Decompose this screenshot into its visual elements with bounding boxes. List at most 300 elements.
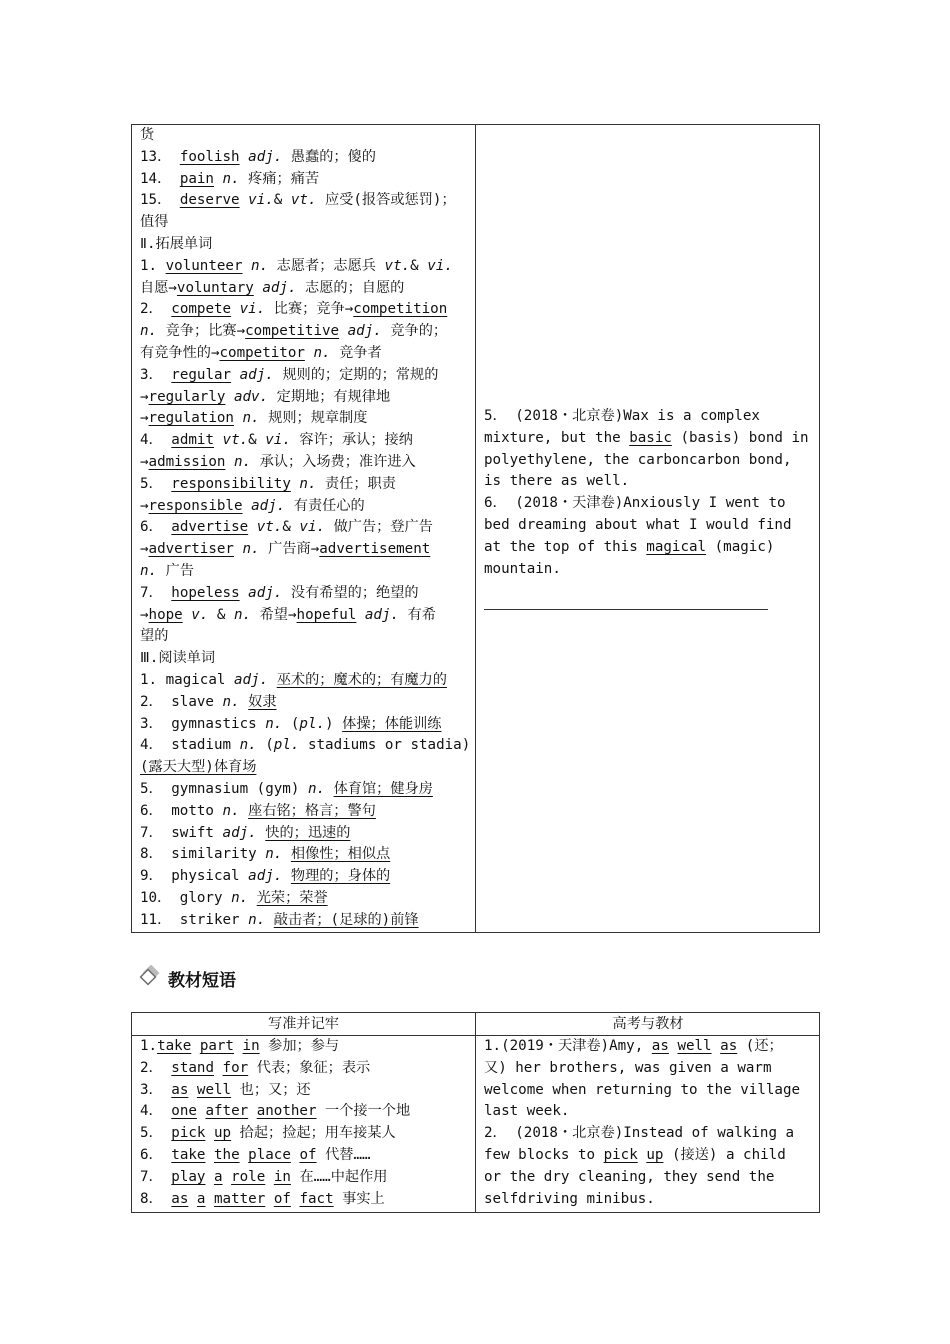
text-segment bbox=[240, 803, 249, 819]
text-segment: 7． bbox=[140, 584, 172, 601]
underlined-answer: as bbox=[171, 1190, 189, 1207]
text-line bbox=[140, 256, 470, 278]
part-of-speech: vt. bbox=[384, 257, 411, 274]
text-segment: → bbox=[140, 453, 149, 470]
text-segment: 规则的；定期的；常规的 bbox=[273, 366, 439, 383]
underlined-answer: competitive bbox=[245, 323, 340, 340]
underlined-answer: magical bbox=[646, 538, 707, 555]
text-segment: 又) her brothers, was given a warm bbox=[484, 1059, 772, 1076]
text-segment bbox=[265, 912, 274, 928]
text-segment bbox=[191, 1038, 200, 1054]
part-of-speech: n. bbox=[299, 475, 317, 492]
text-segment bbox=[282, 868, 291, 884]
text-segment bbox=[231, 367, 240, 383]
text-line bbox=[484, 1080, 800, 1102]
text-segment bbox=[214, 1060, 223, 1076]
vocabulary-right-column bbox=[484, 406, 809, 580]
text-segment bbox=[205, 1147, 214, 1163]
underlined-answer: role bbox=[231, 1168, 266, 1185]
text-segment: 1. bbox=[140, 257, 166, 274]
underlined-answer: for bbox=[222, 1059, 249, 1076]
section-title: 教材短语 bbox=[168, 970, 236, 991]
text-segment: polyethylene, the carboncarbon bond, bbox=[484, 451, 792, 468]
part-of-speech: n. bbox=[231, 889, 249, 906]
part-of-speech: n. bbox=[239, 737, 257, 754]
text-line bbox=[140, 299, 470, 321]
underlined-answer: play bbox=[171, 1168, 206, 1185]
text-line bbox=[140, 648, 470, 670]
underlined-answer: responsible bbox=[148, 497, 243, 514]
part-of-speech: vt. bbox=[290, 192, 317, 209]
text-segment: 6． bbox=[140, 1146, 172, 1163]
text-segment bbox=[243, 258, 252, 274]
text-segment: 4． bbox=[140, 432, 172, 449]
text-line bbox=[140, 1058, 410, 1080]
text-line bbox=[484, 1145, 800, 1167]
text-segment: stadiums or stadia) bbox=[299, 737, 471, 754]
part-of-speech: pl. bbox=[273, 737, 300, 754]
text-segment: 6． bbox=[140, 519, 172, 536]
text-line bbox=[140, 474, 470, 496]
text-segment: 7． bbox=[140, 1168, 172, 1185]
underlined-answer: hope bbox=[148, 606, 183, 623]
text-line bbox=[140, 278, 470, 300]
text-segment: few blocks to bbox=[484, 1146, 604, 1163]
text-segment: mixture, but the bbox=[484, 429, 630, 446]
text-segment: 愚蠢的；傻的 bbox=[282, 148, 376, 165]
text-segment: 5． (2018・北京卷)Wax is a complex bbox=[484, 408, 760, 424]
text-segment: (magic) bbox=[706, 538, 775, 555]
text-line bbox=[140, 561, 470, 583]
part-of-speech: n. bbox=[307, 780, 326, 797]
text-line bbox=[140, 757, 470, 779]
text-line bbox=[484, 493, 809, 515]
underlined-answer: after bbox=[205, 1103, 249, 1120]
text-line bbox=[140, 321, 470, 343]
underlined-answer: in bbox=[242, 1038, 260, 1054]
text-segment: 8． similarity bbox=[140, 846, 266, 863]
text-segment: (还； bbox=[737, 1038, 783, 1054]
part-of-speech: vt. bbox=[256, 519, 283, 536]
text-segment bbox=[243, 498, 252, 514]
text-line bbox=[140, 169, 470, 191]
header-write-remember: 写准并记牢 bbox=[268, 1016, 339, 1032]
text-line bbox=[140, 626, 470, 648]
text-line bbox=[140, 496, 470, 518]
text-segment: 有希 bbox=[399, 606, 436, 623]
text-segment: & bbox=[208, 606, 234, 623]
phrases-right-column bbox=[484, 1036, 800, 1210]
text-segment bbox=[248, 890, 257, 906]
text-line bbox=[140, 910, 470, 932]
text-segment: ) bbox=[325, 715, 343, 732]
text-segment: 事实上 bbox=[333, 1190, 385, 1207]
part-of-speech: n. bbox=[251, 257, 269, 274]
text-segment: 14． bbox=[140, 170, 180, 187]
underlined-answer: fact bbox=[299, 1190, 334, 1207]
part-of-speech: n. bbox=[233, 606, 252, 623]
text-segment: 5． gymnasium (gym) bbox=[140, 780, 308, 797]
underlined-answer: hopeless bbox=[171, 584, 240, 601]
text-segment: is there as well. bbox=[484, 473, 630, 490]
text-line bbox=[140, 125, 470, 147]
vocabulary-table bbox=[131, 124, 820, 933]
underlined-answer: hopeful bbox=[296, 606, 357, 623]
text-segment: 竞争的； bbox=[381, 323, 448, 340]
text-line bbox=[140, 692, 470, 714]
text-segment: → bbox=[140, 410, 149, 427]
text-segment: 8． bbox=[140, 1190, 172, 1207]
text-segment bbox=[188, 1191, 197, 1207]
underlined-answer: 相像性；相似点 bbox=[290, 846, 391, 863]
underlined-answer: another bbox=[256, 1103, 317, 1120]
part-of-speech: n. bbox=[265, 846, 283, 863]
text-line bbox=[140, 583, 470, 605]
text-segment: 比赛；竞争→ bbox=[265, 301, 354, 318]
underlined-answer: as bbox=[171, 1081, 189, 1098]
text-segment: 竞争；比赛→ bbox=[157, 323, 246, 340]
text-line bbox=[140, 147, 470, 169]
part-of-speech: adj. bbox=[248, 584, 283, 601]
underlined-answer: in bbox=[273, 1168, 291, 1185]
text-line bbox=[484, 1036, 800, 1058]
text-segment bbox=[339, 323, 348, 339]
text-segment: 参加；参与 bbox=[259, 1038, 340, 1054]
column-divider bbox=[475, 1013, 476, 1212]
text-segment bbox=[268, 672, 277, 688]
part-of-speech: n. bbox=[248, 911, 266, 928]
part-of-speech: n. bbox=[222, 693, 240, 710]
text-line bbox=[484, 1189, 800, 1211]
part-of-speech: adj. bbox=[233, 671, 269, 688]
text-segment bbox=[234, 541, 243, 557]
part-of-speech: n. bbox=[140, 562, 158, 579]
underlined-answer: of bbox=[273, 1190, 291, 1207]
part-of-speech: adj. bbox=[251, 497, 286, 514]
text-segment: 应受(报答或惩罚)； bbox=[316, 192, 456, 209]
text-line bbox=[484, 1167, 800, 1189]
text-segment bbox=[240, 585, 249, 601]
text-line bbox=[140, 1189, 410, 1211]
text-segment: last week. bbox=[484, 1103, 570, 1120]
underlined-answer: matter bbox=[214, 1190, 266, 1207]
text-line bbox=[484, 450, 809, 472]
text-segment: 货 bbox=[140, 127, 155, 143]
text-line bbox=[140, 517, 470, 539]
part-of-speech: vi. bbox=[427, 257, 453, 274]
part-of-speech: adj. bbox=[364, 606, 400, 623]
text-segment bbox=[234, 410, 243, 426]
text-segment bbox=[248, 1103, 257, 1119]
text-segment: & bbox=[282, 519, 300, 536]
part-of-speech: n. bbox=[313, 344, 331, 361]
text-segment: 4． bbox=[140, 1103, 172, 1120]
text-line bbox=[484, 1123, 800, 1145]
section-heading bbox=[136, 963, 236, 993]
text-segment: 也；又；还 bbox=[231, 1081, 311, 1098]
text-segment bbox=[265, 1169, 274, 1185]
underlined-answer: take bbox=[157, 1038, 192, 1054]
underlined-answer: deserve bbox=[179, 192, 240, 209]
part-of-speech: adj. bbox=[347, 323, 382, 340]
text-segment: 一个接一个地 bbox=[316, 1103, 411, 1120]
phrases-table bbox=[131, 1012, 820, 1213]
vocabulary-left-column bbox=[140, 125, 470, 931]
underlined-answer: admit bbox=[171, 432, 214, 449]
text-segment: 5． bbox=[140, 1125, 172, 1142]
text-segment: 2． bbox=[140, 1059, 172, 1076]
text-segment: welcome when returning to the village bbox=[484, 1081, 801, 1098]
text-segment: bed dreaming about what I would find bbox=[484, 516, 792, 533]
part-of-speech: adj. bbox=[248, 148, 283, 165]
text-segment: 15． bbox=[140, 192, 180, 209]
text-segment bbox=[205, 1169, 214, 1185]
underlined-answer: up bbox=[646, 1146, 664, 1163]
text-line bbox=[140, 1036, 410, 1058]
underlined-answer: 巫术的；魔术的；有魔力的 bbox=[276, 671, 447, 688]
text-segment: 1. bbox=[140, 1038, 158, 1054]
part-of-speech: vi. bbox=[248, 192, 274, 209]
text-segment bbox=[188, 1082, 197, 1098]
text-line bbox=[140, 866, 470, 888]
text-segment: 7． swift bbox=[140, 824, 223, 841]
underlined-answer: pick bbox=[603, 1146, 638, 1163]
underlined-answer: take bbox=[171, 1146, 206, 1163]
underlined-answer: 体育馆；健身房 bbox=[333, 780, 433, 797]
text-line bbox=[484, 537, 809, 559]
underlined-answer: the bbox=[214, 1146, 240, 1163]
text-segment: 11． striker bbox=[140, 911, 249, 928]
underlined-answer: well bbox=[196, 1081, 232, 1098]
text-segment: 责任；职责 bbox=[316, 475, 396, 492]
underlined-answer: of bbox=[299, 1146, 317, 1163]
underlined-answer: one bbox=[171, 1103, 197, 1120]
text-line bbox=[140, 801, 470, 823]
text-segment bbox=[356, 607, 365, 623]
part-of-speech: adv. bbox=[233, 388, 269, 405]
part-of-speech: v. bbox=[191, 606, 209, 623]
text-line bbox=[484, 1058, 800, 1080]
underlined-answer: part bbox=[199, 1038, 234, 1054]
text-segment: 2． bbox=[140, 301, 172, 318]
part-of-speech: adj. bbox=[248, 868, 283, 885]
text-segment bbox=[240, 694, 249, 710]
underlined-answer: (露天大型)体育场 bbox=[140, 759, 257, 776]
text-segment: 1. magical bbox=[140, 671, 234, 688]
underlined-answer: stand bbox=[171, 1059, 214, 1076]
underlined-answer: 体操；体能训练 bbox=[342, 715, 442, 732]
underlined-answer: competition bbox=[353, 301, 448, 318]
text-line bbox=[140, 844, 470, 866]
text-segment: 承认；入场费；准许进入 bbox=[251, 453, 416, 470]
underlined-answer: voluntary bbox=[176, 279, 254, 296]
text-segment: 定期地；有规律地 bbox=[268, 388, 391, 405]
text-segment: 代替…… bbox=[316, 1146, 371, 1163]
text-segment: or the dry cleaning, they send the bbox=[484, 1168, 775, 1185]
text-line bbox=[484, 428, 809, 450]
text-line bbox=[140, 1167, 410, 1189]
part-of-speech: adj. bbox=[239, 366, 274, 383]
text-segment: 拾起；捡起；用车接某人 bbox=[231, 1125, 396, 1142]
text-segment: 有竞争性的→ bbox=[140, 344, 220, 361]
text-line bbox=[140, 408, 470, 430]
text-segment: 3． bbox=[140, 1081, 172, 1098]
text-segment: & bbox=[273, 192, 291, 209]
underlined-answer: pick bbox=[171, 1125, 206, 1142]
text-line bbox=[140, 735, 470, 757]
text-segment: 广告商→ bbox=[259, 541, 320, 558]
text-segment: ( bbox=[282, 715, 300, 732]
text-segment bbox=[231, 301, 240, 317]
diamond-layers-icon bbox=[136, 965, 162, 991]
text-line bbox=[140, 365, 470, 387]
underlined-answer: 快的；迅速的 bbox=[265, 824, 351, 841]
text-segment: 做广告；登广告 bbox=[325, 519, 433, 536]
text-segment: → bbox=[140, 497, 149, 514]
underlined-answer: up bbox=[214, 1125, 232, 1142]
text-segment bbox=[205, 1125, 214, 1141]
part-of-speech: vt. bbox=[222, 432, 249, 449]
underlined-answer: place bbox=[248, 1146, 291, 1163]
text-segment: 2． slave bbox=[140, 693, 223, 710]
text-segment bbox=[712, 1038, 721, 1054]
text-segment bbox=[205, 1191, 214, 1207]
text-segment: 3． gymnastics bbox=[140, 715, 266, 732]
text-segment: 3． bbox=[140, 366, 172, 383]
text-line bbox=[140, 888, 470, 910]
text-line bbox=[484, 1101, 800, 1123]
text-segment: selfdriving minibus. bbox=[484, 1190, 655, 1207]
text-line bbox=[140, 1101, 410, 1123]
text-segment bbox=[265, 1191, 274, 1207]
text-line bbox=[140, 1145, 410, 1167]
underlined-answer: admission bbox=[148, 453, 226, 470]
underlined-answer: advertiser bbox=[148, 541, 234, 558]
text-segment: 6． motto bbox=[140, 802, 223, 819]
text-segment: 望的 bbox=[140, 628, 169, 645]
part-of-speech: adj. bbox=[262, 279, 297, 296]
part-of-speech: n. bbox=[265, 715, 283, 732]
text-line bbox=[140, 190, 470, 212]
text-line bbox=[484, 559, 809, 581]
text-segment: Ⅱ.拓展单词 bbox=[140, 235, 213, 252]
text-segment: Ⅲ.阅读单词 bbox=[140, 650, 216, 667]
part-of-speech: adj. bbox=[222, 824, 257, 841]
part-of-speech: n. bbox=[233, 453, 252, 470]
underlined-answer: basic bbox=[629, 429, 672, 446]
underlined-answer: 光荣；荣誉 bbox=[256, 889, 328, 906]
text-segment bbox=[225, 454, 234, 470]
text-line bbox=[140, 212, 470, 234]
underlined-answer: competitor bbox=[219, 344, 305, 361]
text-segment bbox=[183, 607, 192, 623]
text-segment bbox=[257, 825, 266, 841]
text-line bbox=[140, 234, 470, 256]
text-segment: 志愿的；自愿的 bbox=[296, 279, 405, 296]
text-segment bbox=[248, 519, 257, 535]
text-segment bbox=[214, 171, 223, 187]
part-of-speech: n. bbox=[242, 410, 260, 427]
text-segment: 规则；规章制度 bbox=[259, 410, 368, 427]
text-line bbox=[140, 343, 470, 365]
text-line bbox=[140, 779, 470, 801]
text-segment: 疼痛；痛苦 bbox=[239, 170, 320, 187]
text-segment bbox=[240, 192, 249, 208]
underlined-answer: a bbox=[214, 1168, 223, 1185]
text-segment: at the top of this bbox=[484, 538, 647, 555]
text-line bbox=[140, 823, 470, 845]
text-segment bbox=[225, 389, 234, 405]
text-segment: (basis) bond in bbox=[671, 429, 809, 446]
text-segment: 1.(2019・天津卷)Amy, bbox=[484, 1038, 652, 1054]
text-segment: 自愿→ bbox=[140, 279, 177, 296]
part-of-speech: vi. bbox=[265, 432, 291, 449]
text-segment: → bbox=[140, 606, 149, 623]
underlined-answer: 奴隶 bbox=[248, 693, 277, 710]
underlined-answer: as bbox=[720, 1038, 738, 1054]
text-segment: 4． stadium bbox=[140, 737, 240, 754]
text-line bbox=[140, 670, 470, 692]
part-of-speech: pl. bbox=[299, 715, 326, 732]
text-line bbox=[140, 1123, 410, 1145]
text-line bbox=[140, 539, 470, 561]
part-of-speech: vi. bbox=[239, 301, 266, 318]
text-segment: → bbox=[140, 541, 149, 558]
text-line bbox=[484, 515, 809, 537]
text-segment: 广告 bbox=[157, 562, 195, 579]
part-of-speech: n. bbox=[140, 323, 158, 340]
text-line bbox=[140, 452, 470, 474]
text-line bbox=[140, 387, 470, 409]
text-segment: 13． bbox=[140, 148, 180, 165]
text-segment: 容许；承认；接纳 bbox=[290, 432, 413, 449]
part-of-speech: n. bbox=[222, 802, 240, 819]
underlined-answer: 敲击者；(足球的)前锋 bbox=[273, 911, 419, 928]
text-segment: 没有希望的；绝望的 bbox=[282, 584, 419, 601]
underlined-answer: volunteer bbox=[165, 257, 243, 274]
text-segment: (接送) a child bbox=[663, 1146, 786, 1163]
text-segment bbox=[240, 149, 249, 165]
underlined-answer: advertise bbox=[171, 519, 249, 536]
text-line bbox=[140, 1080, 410, 1102]
text-segment: mountain. bbox=[484, 560, 561, 577]
text-segment: 有责任心的 bbox=[285, 497, 365, 514]
column-divider bbox=[475, 125, 476, 932]
text-line bbox=[140, 430, 470, 452]
header-exam-textbook: 高考与教材 bbox=[612, 1016, 684, 1032]
underlined-answer: 物理的；身体的 bbox=[290, 868, 391, 885]
text-segment: 10． glory bbox=[140, 889, 232, 906]
underlined-answer: well bbox=[677, 1038, 712, 1054]
text-segment: 5． bbox=[140, 475, 172, 492]
text-segment bbox=[325, 781, 334, 797]
part-of-speech: n. bbox=[222, 170, 240, 187]
text-segment: 志愿者；志愿兵 bbox=[268, 257, 385, 274]
underlined-answer: pain bbox=[179, 170, 214, 187]
underlined-answer: responsibility bbox=[171, 475, 291, 492]
underlined-answer: 座右铭；格言；警句 bbox=[248, 802, 376, 819]
text-line bbox=[484, 406, 809, 428]
phrases-left-column bbox=[140, 1036, 410, 1210]
underlined-answer: regularly bbox=[148, 388, 226, 405]
underlined-answer: compete bbox=[171, 301, 232, 318]
text-segment bbox=[234, 1038, 243, 1054]
text-line bbox=[140, 714, 470, 736]
underlined-answer: a bbox=[196, 1190, 206, 1207]
part-of-speech: n. bbox=[242, 541, 260, 558]
text-segment: & bbox=[248, 432, 266, 449]
answer-blank-line bbox=[484, 609, 768, 610]
